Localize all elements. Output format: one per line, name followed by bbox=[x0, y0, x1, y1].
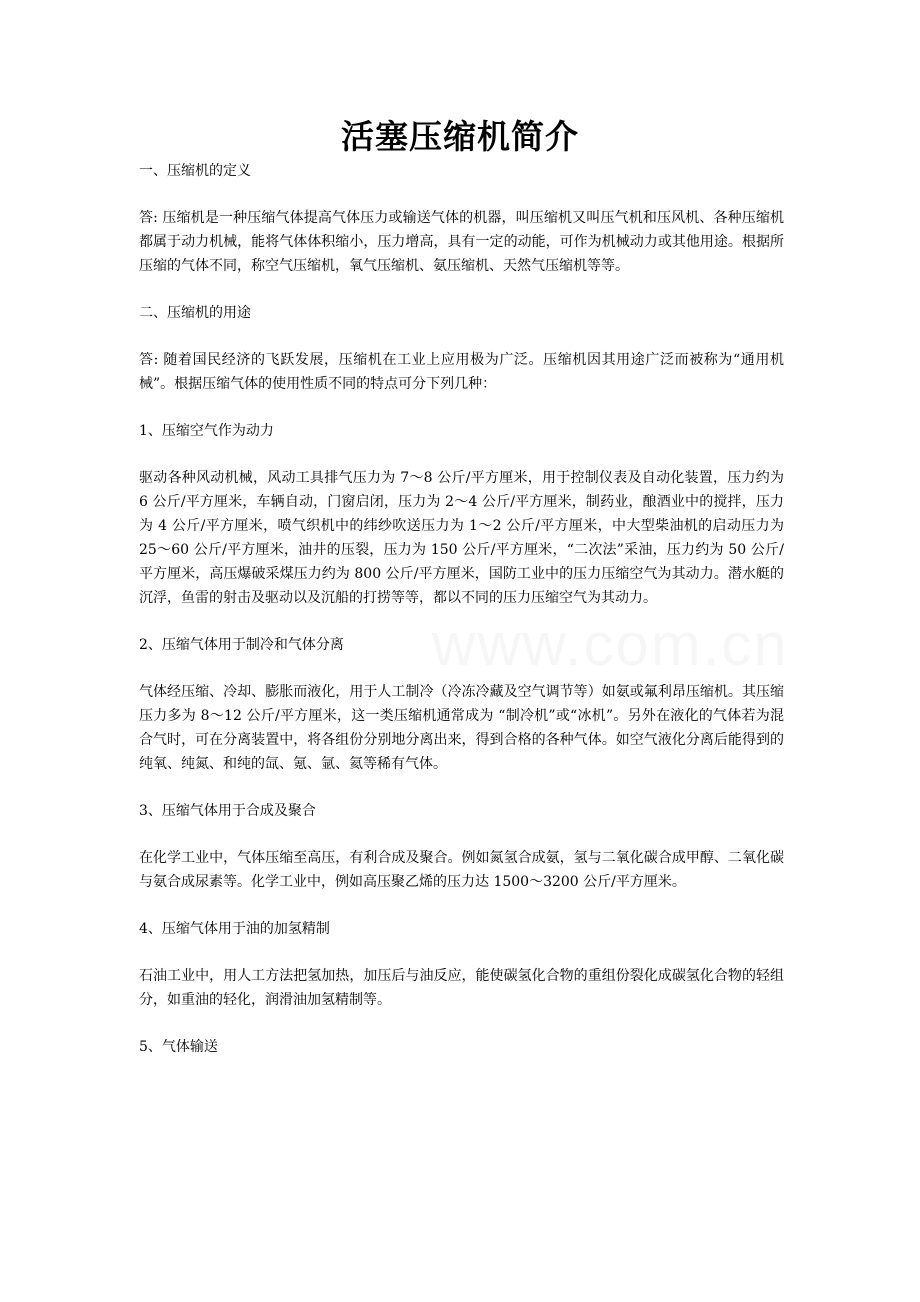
section-heading-definition: 一、压缩机的定义 bbox=[139, 163, 251, 179]
section-heading-uses: 二、压缩机的用途 bbox=[139, 305, 251, 321]
paragraph-definition: 答: 压缩机是一种压缩气体提高气体压力或输送气体的机器，叫压缩机又叫压气机和压风机、各种压缩机都属于动力机械，能将气体体积缩小，压力增高，具有一定的动能，可作为机械动力或其他用途。根据所压缩的气体不同，称空气压缩机，氧气压缩机、氨压缩机、天然气压缩机等等。 bbox=[139, 210, 784, 274]
section-heading-synthesis: 3、压缩气体用于合成及聚合 bbox=[139, 803, 316, 819]
section-heading-refrigeration: 2、压缩气体用于制冷和气体分离 bbox=[139, 637, 344, 653]
paragraph-uses: 答: 随着国民经济的飞跃发展，压缩机在工业上应用极为广泛。压缩机因其用途广泛而被称为“通用机械”。根据压缩气体的使用性质不同的特点可分下列几种： bbox=[139, 352, 784, 392]
section-heading-transport: 5、气体输送 bbox=[139, 1039, 218, 1055]
paragraph-synthesis: 在化学工业中，气体压缩至高压，有利合成及聚合。例如氮氢合成氨，氢与二氧化碳合成甲醇、二氧化碳与氨合成尿素等。化学工业中，例如高压聚乙烯的压力达 1500～3200 公斤/平方厘米。 bbox=[139, 850, 784, 890]
document-body bbox=[139, 158, 784, 1060]
paragraph-power: 驱动各种风动机械，风动工具排气压力为 7～8 公斤/平方厘米，用于控制仪表及自动化装置，压力约为 6 公斤/平方厘米，车辆自动，门窗启闭，压力为 2～4 公斤/平方厘米，制药业，酿酒业中的搅拌，压力为 4 公斤/平方厘米，喷气织机中的纬纱吹送压力为 1～2 公斤/平方厘米，中大型柴油机的启动压力为 25～60 公斤/平方厘米，油井的压裂，压力为 150 公斤/平方厘米，“二次法”采油，压力约为 50 公斤/平方厘米，高压爆破采煤压力约为 800 公斤/平方厘米，国防工业中的压力压缩空气为其动力。潜水艇的沉浮，鱼雷的射击及驱动以及沉船的打捞等等，都以不同的压力压缩空气为其动力。 bbox=[139, 470, 784, 606]
paragraph-hydrorefining: 石油工业中，用人工方法把氢加热，加压后与油反应，能使碳氢化合物的重组份裂化成碳氢化合物的轻组分，如重油的轻化，润滑油加氢精制等。 bbox=[139, 968, 784, 1008]
section-heading-power: 1、压缩空气作为动力 bbox=[139, 423, 274, 439]
page-title: 活塞压缩机简介 bbox=[341, 117, 579, 156]
section-heading-hydrorefining: 4、压缩气体用于油的加氢精制 bbox=[139, 921, 330, 937]
paragraph-refrigeration: 气体经压缩、冷却、膨胀而液化，用于人工制冷（冷冻冷藏及空气调节等）如氨或氟利昂压缩机。其压缩压力多为 8～12 公斤/平方厘米，这一类压缩机通常成为 “制冷机”或“冰机”。另外在液化的气体若为混合气时，可在分离装置中，将各组份分别地分离出来，得到合格的各种气体。如空气液化分离后能得到的纯氧、纯氮、和纯的氙、氪、氩、氦等稀有气体。 bbox=[139, 684, 784, 772]
